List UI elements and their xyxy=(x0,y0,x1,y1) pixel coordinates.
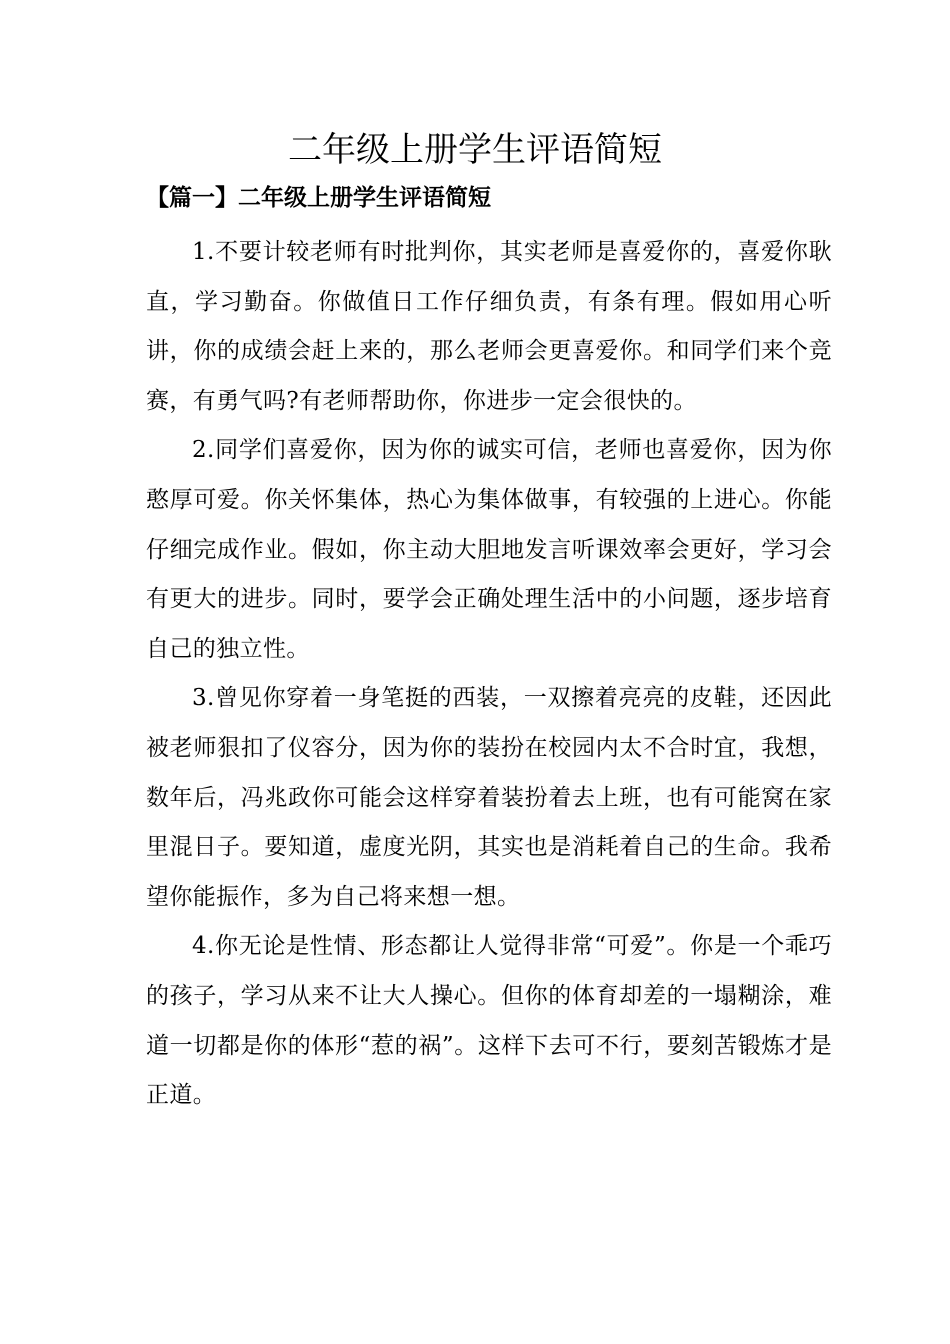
paragraph-4: 4.你无论是性情、形态都让人觉得非常“可爱”。你是一个乖巧的孩子，学习从来不让大人操心。但你的体育却差的一塌糊涂，难道一切都是你的体形“惹的祸”。这样下去可不行，要刻苦锻炼才是正道。 xyxy=(146,933,832,1109)
body-text xyxy=(146,228,832,1121)
section-heading: 【篇一】二年级上册学生评语简短 xyxy=(146,184,491,211)
paragraph-1: 1.不要计较老师有时批判你，其实老师是喜爱你的，喜爱你耿直，学习勤奋。你做值日工作仔细负责，有条有理。假如用心听讲，你的成绩会赶上来的，那么老师会更喜爱你。和同学们来个竞赛，有勇气吗?有老师帮助你，你进步一定会很快的。 xyxy=(146,239,832,414)
paragraph-2: 2.同学们喜爱你，因为你的诚实可信，老师也喜爱你，因为你憨厚可爱。你关怀集体，热心为集体做事，有较强的上进心。你能仔细完成作业。假如，你主动大胆地发言听课效率会更好，学习会有更大的进步。同时，要学会正确处理生活中的小问题，逐步培育自己的独立性。 xyxy=(146,437,832,662)
page-title: 二年级上册学生评语简短 xyxy=(288,130,662,170)
paragraph-3: 3.曾见你穿着一身笔挺的西装，一双擦着亮亮的皮鞋，还因此被老师狠扣了仪容分，因为你的装扮在校园内太不合时宜，我想，数年后，冯兆政你可能会这样穿着装扮着去上班，也有可能窝在家里混日子。要知道，虚度光阴，其实也是消耗着自己的生命。我希望你能振作，多为自己将来想一想。 xyxy=(146,685,832,910)
